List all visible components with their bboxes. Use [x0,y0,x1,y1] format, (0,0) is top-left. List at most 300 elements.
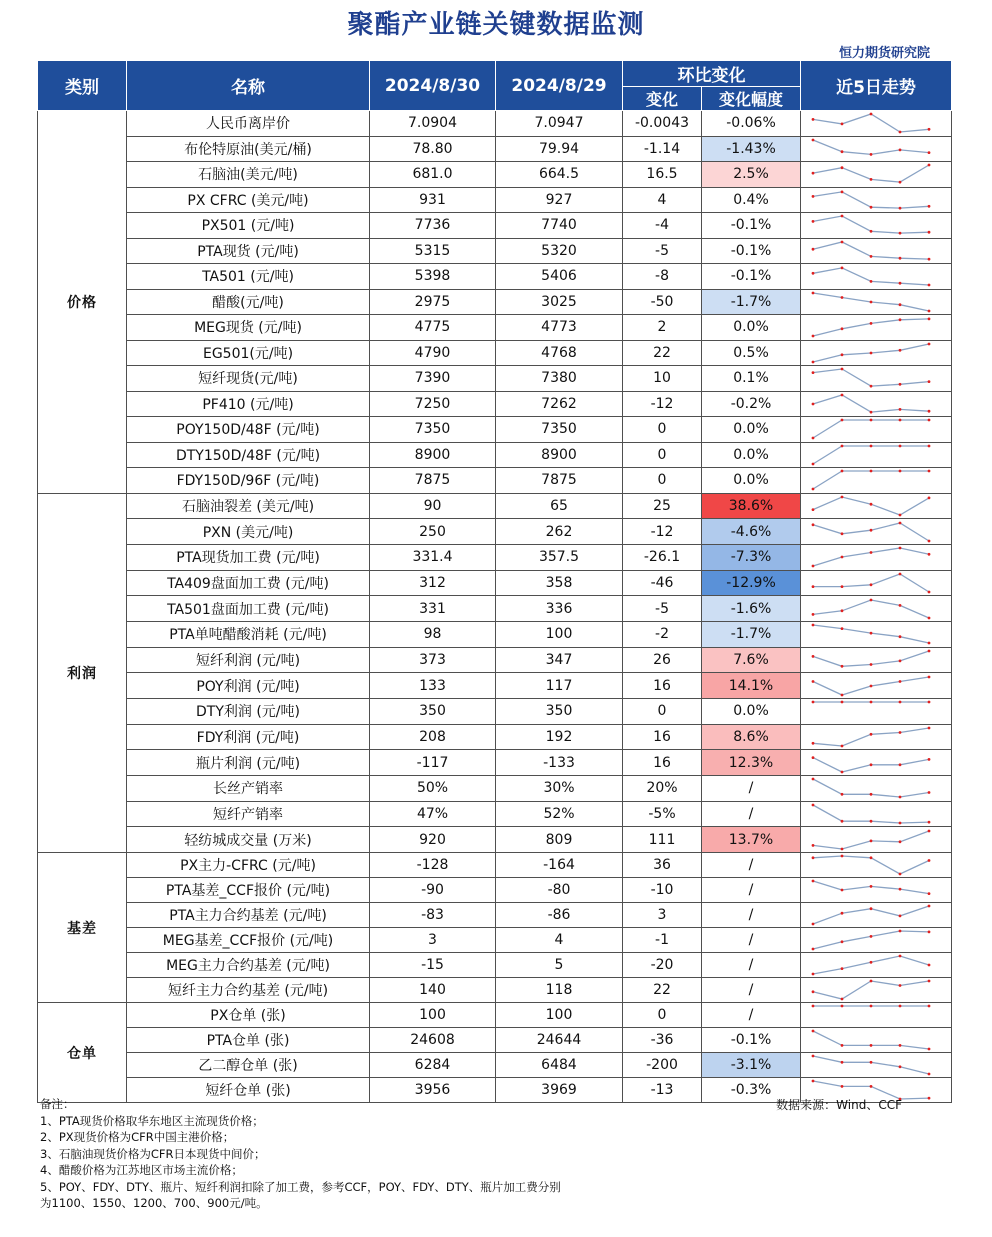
sparkline-point [899,1005,902,1008]
pct-cell: 0.1% [702,366,801,392]
pct-cell: -0.1% [702,264,801,290]
trend-sparkline-cell [801,111,952,137]
value-date1-cell: 7350 [370,417,496,443]
sparkline-point [841,190,844,193]
pct-cell: -0.06% [702,111,801,137]
sparkline-point [870,793,873,796]
sparkline-point [870,961,873,964]
sparkline-point [812,371,815,374]
trend-sparkline-cell [801,187,952,213]
sparkline-point [928,284,931,287]
trend-sparkline [801,622,951,646]
change-cell: 16 [623,750,702,776]
sparkline-line [813,114,929,132]
change-cell: -1.14 [623,136,702,162]
value-date2-cell: 7.0947 [496,111,623,137]
change-cell: 111 [623,827,702,853]
value-date2-cell: 4 [496,928,623,953]
name-cell: POY利润 (元/吨) [127,673,370,699]
sparkline-point [870,503,873,506]
name-cell: 石脑油裂差 (美元/吨) [127,493,370,519]
sparkline-point [812,613,815,616]
value-date1-cell: 931 [370,187,496,213]
sparkline-point [812,624,815,627]
change-cell: -46 [623,570,702,596]
sparkline-point [899,319,902,322]
trend-sparkline-cell [801,238,952,264]
sparkline-point [812,778,815,781]
pct-cell: -12.9% [702,570,801,596]
sparkline-point [841,1044,844,1047]
pct-cell: 14.1% [702,673,801,699]
sparkline-point [870,1005,873,1008]
note-line: 4、醋酸价格为江苏地区市场主流价格； [40,1163,243,1177]
value-date2-cell: 347 [496,647,623,673]
sparkline-line [813,574,929,592]
sparkline-point [841,532,844,535]
value-date2-cell: 927 [496,187,623,213]
data-source: 数据来源：Wind、CCF [776,1098,902,1112]
name-cell: 瓶片利润 (元/吨) [127,750,370,776]
sparkline-point [870,113,873,116]
trend-sparkline [801,1003,951,1027]
change-cell: -5 [623,238,702,264]
value-date1-cell: 140 [370,978,496,1003]
sparkline-point [928,309,931,312]
sparkline-point [899,930,902,933]
name-cell: PXN (美元/吨) [127,519,370,545]
table-row [38,1003,952,1028]
trend-sparkline [801,213,951,237]
name-cell: 短纤现货(元/吨) [127,366,370,392]
sparkline-point [870,857,873,860]
table-row [38,162,952,188]
value-date1-cell: 681.0 [370,162,496,188]
trend-sparkline-cell [801,442,952,468]
value-date2-cell: 336 [496,596,623,622]
sparkline-point [812,272,815,275]
trend-sparkline [801,545,951,569]
sparkline-point [928,905,931,908]
value-date1-cell: 4775 [370,315,496,341]
table-row [38,928,952,953]
change-cell: -13 [623,1078,702,1103]
change-cell: -20 [623,953,702,978]
sparkline-line [813,446,929,464]
value-date2-cell: 7875 [496,468,623,494]
sparkline-point [841,820,844,823]
sparkline-point [928,318,931,321]
sparkline-point [928,701,931,704]
sparkline-point [841,328,844,331]
sparkline-point [928,980,931,983]
sparkline-point [841,444,844,447]
pct-cell: / [702,853,801,878]
value-date2-cell: -80 [496,878,623,903]
sparkline-point [928,616,931,619]
sparkline-point [812,585,815,588]
table-row [38,1053,952,1078]
header-date1: 2024/8/30 [370,61,496,111]
sparkline-point [899,659,902,662]
value-date1-cell: 5398 [370,264,496,290]
name-cell: FDY利润 (元/吨) [127,724,370,750]
value-date1-cell: 7875 [370,468,496,494]
trend-sparkline-cell [801,878,952,903]
page-title: 聚酯产业链关键数据监测 [347,10,645,40]
sparkline-point [870,470,873,473]
name-cell: FDY150D/96F (元/吨) [127,468,370,494]
sparkline-point [841,793,844,796]
sparkline-point [841,912,844,915]
trend-sparkline-cell [801,264,952,290]
change-cell: 2 [623,315,702,341]
sparkline-point [812,360,815,363]
value-date2-cell: 117 [496,673,623,699]
trend-sparkline-cell [801,391,952,417]
table-row [38,647,952,673]
category-cell: 利润 [38,493,127,853]
value-date1-cell: 100 [370,1003,496,1028]
value-date2-cell: 7350 [496,417,623,443]
change-cell: 25 [623,493,702,519]
sparkline-point [870,153,873,156]
name-cell: 短纤产销率 [127,801,370,827]
table-row [38,289,952,315]
value-date1-cell: 208 [370,724,496,750]
sparkline-point [870,763,873,766]
trend-sparkline-cell [801,621,952,647]
value-date1-cell: 7736 [370,213,496,239]
trend-sparkline [801,111,951,135]
sparkline-point [812,335,815,338]
change-cell: -2 [623,621,702,647]
trend-sparkline-cell [801,699,952,725]
trend-sparkline-cell [801,417,952,443]
sparkline-point [928,892,931,895]
sparkline-point [812,118,815,121]
trend-sparkline-cell [801,136,952,162]
value-date1-cell: 350 [370,699,496,725]
value-date2-cell: 5320 [496,238,623,264]
sparkline-point [812,565,815,568]
trend-sparkline-cell [801,827,952,853]
pct-cell: 0.0% [702,468,801,494]
name-cell: TA501 (元/吨) [127,264,370,290]
value-date1-cell: 2975 [370,289,496,315]
table-row [38,750,952,776]
change-cell: -50 [623,289,702,315]
sparkline-point [928,539,931,542]
change-cell: -12 [623,391,702,417]
sparkline-point [841,693,844,696]
table-row [38,903,952,928]
sparkline-point [812,402,815,405]
trend-sparkline-cell [801,953,952,978]
table-row [38,187,952,213]
pct-cell: 2.5% [702,162,801,188]
trend-sparkline-cell [801,289,952,315]
sparkline-point [812,1055,815,1058]
sparkline-point [812,655,815,658]
sparkline-point [812,948,815,951]
sparkline-point [870,1044,873,1047]
trend-sparkline [801,751,951,775]
sparkline-line [813,420,929,438]
sparkline-point [928,151,931,154]
sparkline-point [870,583,873,586]
name-cell: PTA现货加工费 (元/吨) [127,544,370,570]
trend-sparkline [801,162,951,186]
sparkline-point [899,822,902,825]
sparkline-point [928,128,931,131]
value-date2-cell: 3969 [496,1078,623,1103]
sparkline-point [899,131,902,134]
change-cell: 4 [623,187,702,213]
sparkline-point [841,150,844,153]
sparkline-point [841,393,844,396]
sparkline-point [899,521,902,524]
name-cell: PTA现货 (元/吨) [127,238,370,264]
sparkline-point [928,342,931,345]
name-cell: 短纤主力合约基差 (元/吨) [127,978,370,1003]
sparkline-point [899,796,902,799]
name-cell: MEG现货 (元/吨) [127,315,370,341]
header-pct: 变化幅度 [702,87,801,111]
change-cell: -26.1 [623,544,702,570]
sparkline-point [899,873,902,876]
value-date1-cell: 250 [370,519,496,545]
change-cell: 36 [623,853,702,878]
trend-sparkline-cell [801,213,952,239]
trend-sparkline [801,188,951,212]
change-cell: 22 [623,978,702,1003]
table-body [38,111,952,1103]
sparkline-point [870,300,873,303]
trend-sparkline-cell [801,853,952,878]
sparkline-point [899,349,902,352]
sparkline-point [841,770,844,773]
trend-sparkline [801,878,951,902]
pct-cell: 8.6% [702,724,801,750]
pct-cell: 7.6% [702,647,801,673]
sparkline-point [899,303,902,306]
value-date1-cell: 50% [370,776,496,802]
sparkline-point [841,167,844,170]
change-cell: -5 [623,596,702,622]
trend-sparkline [801,137,951,161]
sparkline-point [870,733,873,736]
note-line: 2、PX现货价格为CFR中国主港价格； [40,1130,235,1144]
sparkline-point [928,727,931,730]
change-cell: 3 [623,903,702,928]
pct-cell: -1.6% [702,596,801,622]
sparkline-point [928,205,931,208]
note-line: 为1100、1550、1200、700、900元/吨。 [40,1196,268,1210]
name-cell: PX主力-CFRC (元/吨) [127,853,370,878]
change-cell: -12 [623,519,702,545]
trend-sparkline-cell [801,903,952,928]
value-date1-cell: 78.80 [370,136,496,162]
sparkline-point [870,663,873,666]
trend-sparkline [801,341,951,365]
table-row [38,699,952,725]
pct-cell: -7.3% [702,544,801,570]
name-cell: PTA基差_CCF报价 (元/吨) [127,878,370,903]
sparkline-point [812,923,815,926]
sparkline-point [928,231,931,234]
value-date2-cell: 350 [496,699,623,725]
table-row [38,544,952,570]
value-date2-cell: 118 [496,978,623,1003]
sparkline-point [812,508,815,511]
trend-sparkline [801,674,951,698]
sparkline-point [812,1030,815,1033]
sparkline-point [812,756,815,759]
value-date2-cell: 7380 [496,366,623,392]
sparkline-point [899,840,902,843]
trend-sparkline [801,443,951,467]
sparkline-point [841,967,844,970]
sparkline-point [812,973,815,976]
sparkline-point [870,255,873,258]
table-row [38,827,952,853]
sparkline-point [899,1044,902,1047]
sparkline-point [928,1048,931,1051]
trend-sparkline [801,366,951,390]
pct-cell: 38.6% [702,493,801,519]
table-row [38,621,952,647]
table-row [38,264,952,290]
name-cell: 短纤利润 (元/吨) [127,647,370,673]
sparkline-line [813,140,929,154]
pct-cell: / [702,978,801,1003]
sparkline-line [813,497,929,515]
sparkline-point [812,680,815,683]
table-row [38,519,952,545]
value-date2-cell: 358 [496,570,623,596]
value-date2-cell: 192 [496,724,623,750]
sparkline-point [812,857,815,860]
name-cell: DTY150D/48F (元/吨) [127,442,370,468]
sparkline-point [870,419,873,422]
name-cell: 轻纺城成交量 (万米) [127,827,370,853]
trend-sparkline-cell [801,596,952,622]
sparkline-point [928,642,931,645]
sparkline-point [812,1005,815,1008]
sparkline-line [813,1056,929,1074]
name-cell: PX501 (元/吨) [127,213,370,239]
name-cell: TA409盘面加工费 (元/吨) [127,570,370,596]
trend-sparkline-cell [801,928,952,953]
sparkline-point [841,1061,844,1064]
sparkline-point [841,419,844,422]
sparkline-point [841,609,844,612]
trend-sparkline [801,725,951,749]
sparkline-point [928,470,931,473]
trend-sparkline-cell [801,162,952,188]
value-date2-cell: 3025 [496,289,623,315]
name-cell: PF410 (元/吨) [127,391,370,417]
sparkline-point [841,627,844,630]
name-cell: MEG基差_CCF报价 (元/吨) [127,928,370,953]
table-row [38,493,952,519]
sparkline-point [870,980,873,983]
table-row [38,136,952,162]
sparkline-point [812,195,815,198]
sparkline-point [841,296,844,299]
trend-sparkline [801,953,951,977]
sparkline-point [812,742,815,745]
sparkline-point [928,496,931,499]
trend-sparkline-cell [801,340,952,366]
trend-sparkline [801,802,951,826]
sparkline-point [899,547,902,550]
trend-sparkline-cell [801,544,952,570]
trend-sparkline-cell [801,724,952,750]
change-cell: 22 [623,340,702,366]
sparkline-point [870,351,873,354]
change-cell: 0 [623,468,702,494]
value-date1-cell: 6284 [370,1053,496,1078]
sparkline-point [928,964,931,967]
sparkline-point [841,368,844,371]
sparkline-point [899,408,902,411]
table-row [38,724,952,750]
pct-cell: / [702,776,801,802]
table-row [38,366,952,392]
value-date1-cell: -128 [370,853,496,878]
pct-cell: -0.3% [702,1078,801,1103]
trend-sparkline [801,597,951,621]
sparkline-point [928,650,931,653]
data-table [37,60,952,1103]
sparkline-point [841,1005,844,1008]
trend-sparkline-cell [801,750,952,776]
value-date2-cell: 5406 [496,264,623,290]
pct-cell: -0.1% [702,1028,801,1053]
header-change-group: 环比变化 [623,61,801,87]
trend-sparkline-cell [801,647,952,673]
sparkline-point [928,419,931,422]
sparkline-point [870,1061,873,1064]
change-cell: 26 [623,647,702,673]
name-cell: 布伦特原油(美元/桶) [127,136,370,162]
sparkline-line [813,600,929,618]
value-date1-cell: 3956 [370,1078,496,1103]
value-date1-cell: 8900 [370,442,496,468]
trend-sparkline-cell [801,673,952,699]
trend-sparkline [801,239,951,263]
table-row [38,442,952,468]
value-date1-cell: -90 [370,878,496,903]
pct-cell: 12.3% [702,750,801,776]
value-date2-cell: 809 [496,827,623,853]
table-row [38,596,952,622]
sparkline-point [899,573,902,576]
value-date1-cell: 920 [370,827,496,853]
change-cell: 0 [623,699,702,725]
value-date1-cell: 24608 [370,1028,496,1053]
sparkline-point [812,1080,815,1083]
trend-sparkline-cell [801,315,952,341]
sparkline-point [899,206,902,209]
pct-cell: -0.1% [702,213,801,239]
sparkline-point [870,701,873,704]
name-cell: TA501盘面加工费 (元/吨) [127,596,370,622]
sparkline-point [899,181,902,184]
pct-cell: / [702,878,801,903]
